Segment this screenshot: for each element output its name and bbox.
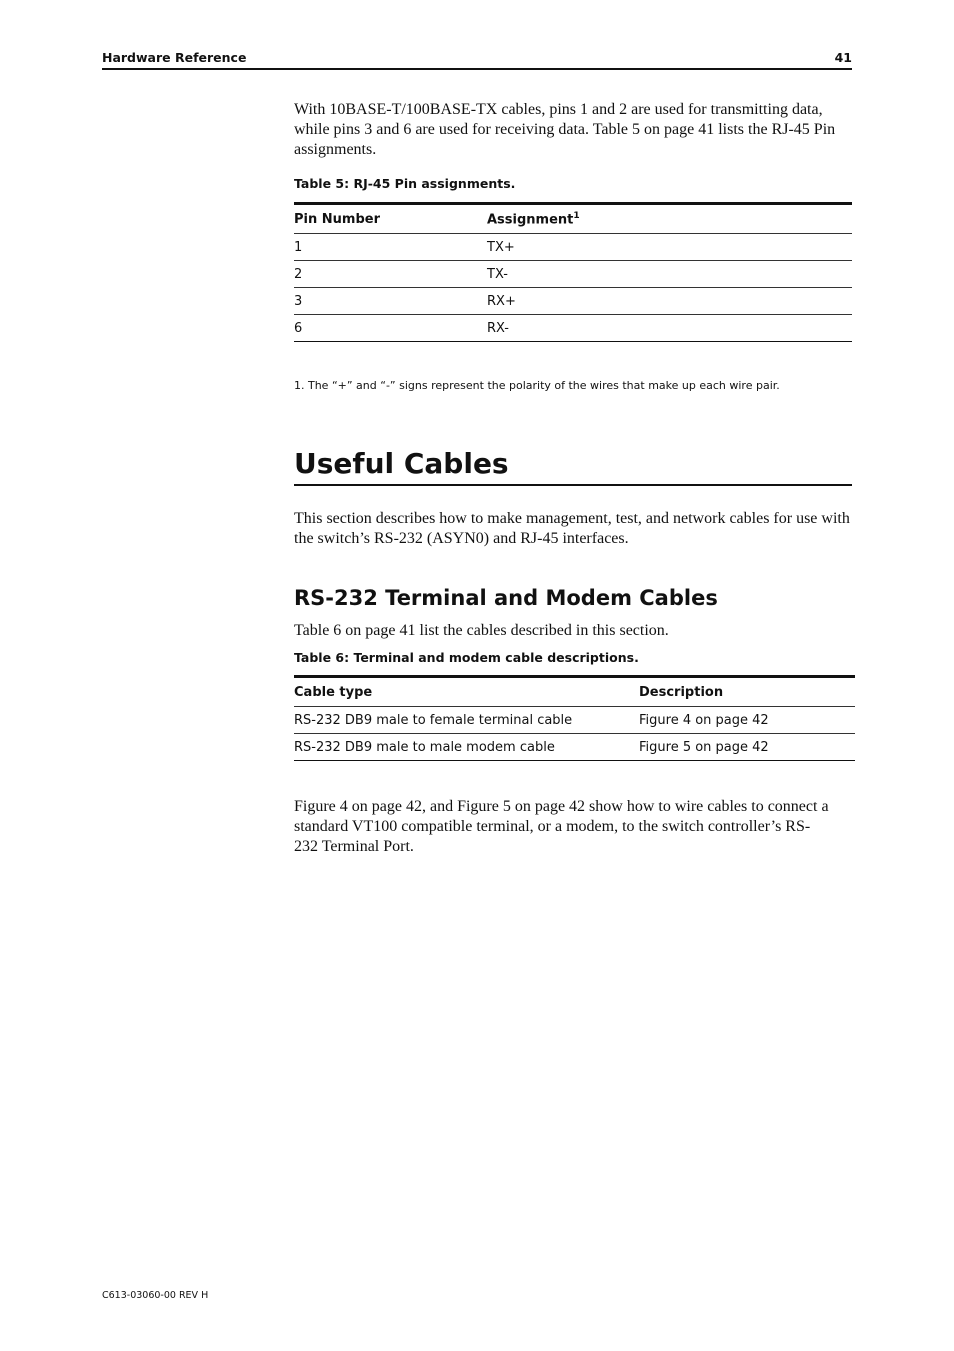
table5-header-assignment: Assignment$^1$ [487, 210, 580, 228]
table-row [294, 234, 852, 261]
page-content [294, 100, 854, 857]
table6-header-description: Description [639, 684, 724, 700]
section-title: Useful Cables [294, 447, 852, 486]
table-row [294, 734, 855, 761]
table5-footnote: 1. The “+” and “-” signs represent the polarity of the wires that make up each wire pair. [294, 379, 780, 392]
page-footer: C613-03060-00 REV H [102, 1290, 209, 1301]
section-paragraph: This section describes how to make management, test, and network cables for use with the switch’s RS-232 (ASYN0) and RJ-45 interfaces. [294, 510, 850, 547]
table5-header-pin: Pin Number [294, 211, 380, 227]
table-row [294, 288, 852, 315]
pin-cell: 3 [294, 293, 303, 309]
assignment-cell: RX+ [487, 293, 516, 309]
table6-header-row [294, 677, 855, 707]
table-row [294, 315, 852, 342]
table-row [294, 261, 852, 288]
header-section-title: Hardware Reference [102, 50, 247, 65]
assignment-cell: TX- [487, 266, 508, 282]
subsection-paragraph: Table 6 on page 41 list the cables described in this section. [294, 622, 669, 639]
footnote-marker: 1 [573, 210, 580, 221]
pin-cell: 2 [294, 266, 303, 282]
table5-caption: Table 5: RJ-45 Pin assignments. [294, 176, 516, 191]
table6-caption: Table 6: Terminal and modem cable descriptions. [294, 650, 639, 665]
table-row [294, 707, 855, 734]
description-cell: Figure 5 on page 42 [639, 739, 769, 755]
closing-paragraph: Figure 4 on page 42, and Figure 5 on page 42 show how to wire cables to connect a standard VT100 compatible terminal, or a modem, to the switch controller’s RS-232 Terminal Port. [294, 798, 829, 855]
assignment-cell: TX+ [487, 239, 515, 255]
table6-cable-descriptions [294, 675, 855, 761]
intro-paragraph: With 10BASE-T/100BASE-TX cables, pins 1 and 2 are used for transmitting data, while pins 3 and 6 are used for receiving data. Table 5 on page 41 lists the RJ-45 Pin assignments. [294, 101, 836, 158]
subsection-title: RS-232 Terminal and Modem Cables [294, 586, 718, 610]
description-cell: Figure 4 on page 42 [639, 712, 769, 728]
pin-cell: 1 [294, 239, 303, 255]
table5-header-row [294, 204, 852, 234]
assignment-cell: RX- [487, 320, 509, 336]
table6-header-cable-type: Cable type [294, 684, 373, 700]
table5-rj45-pins [294, 202, 852, 342]
pin-cell: 6 [294, 320, 303, 336]
header-page-number: 41 [834, 50, 852, 65]
running-header [102, 48, 852, 70]
cable-type-cell: RS-232 DB9 male to male modem cable [294, 739, 555, 755]
cable-type-cell: RS-232 DB9 male to female terminal cable [294, 712, 573, 728]
